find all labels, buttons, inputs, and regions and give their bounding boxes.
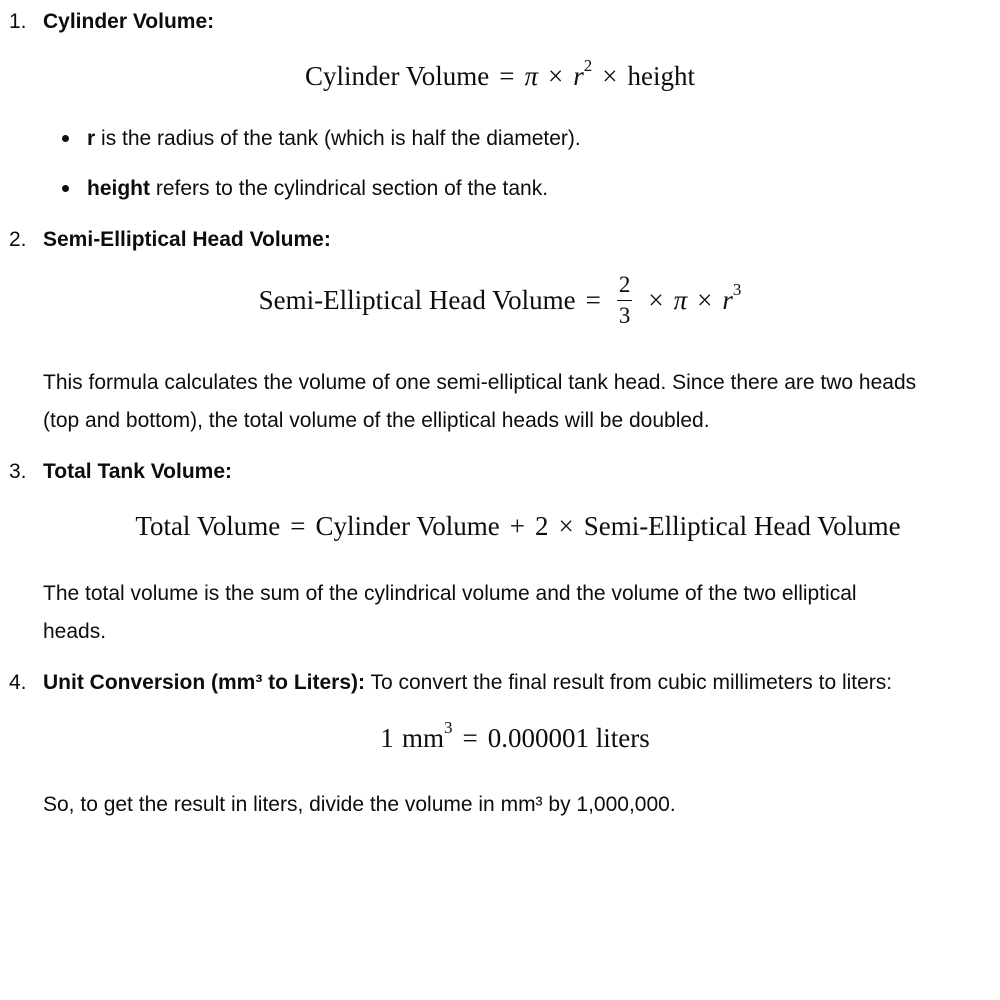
head-volume-term: Semi-Elliptical Head Volume [583,511,901,541]
radius-variable: r [573,61,584,91]
pi-symbol: π [524,61,539,91]
list-number-4: 4. [9,671,27,694]
paragraph-line: (top and bottom), the total volume of the elliptical heads will be doubled. [43,409,710,432]
times-sign: × [648,284,664,315]
list-number-2: 2. [9,228,27,251]
equals-sign: = [499,61,515,91]
paragraph-line: So, to get the result in liters, divide the volume in mm³ by 1,000,000. [43,793,676,816]
equals-sign: = [462,723,478,753]
formula-lhs: Semi-Elliptical Head Volume [258,284,576,315]
radius-variable: r [722,284,733,315]
formula-cylinder-volume [0,56,1000,91]
bullet-term: r [87,127,96,150]
cylinder-volume-term: Cylinder Volume [315,511,500,541]
bullet-text: is the radius of the tank (which is half the diameter). [95,127,581,150]
paragraph-line: The total volume is the sum of the cylindrical volume and the volume of the two elliptical [43,582,857,605]
unit-mm: mm [402,723,445,753]
height-term: height [627,61,695,91]
bullet-height [87,178,548,199]
heading-unit-conversion [43,672,892,693]
bullet-dot-icon [62,185,69,192]
equals-sign: = [585,284,601,315]
multiplier: 2 [534,511,549,541]
bullet-dot-icon [62,135,69,142]
heading-cylinder-volume: Cylinder Volume: [43,10,215,33]
exponent: 3 [444,718,453,737]
heading-trailing-text: To convert the final result from cubic millimeters to liters: [365,671,893,694]
times-sign: × [602,61,618,91]
rhs-value: 0.000001 liters [487,723,650,753]
exponent: 3 [732,279,742,299]
times-sign: × [548,61,564,91]
list-number-3: 3. [9,460,27,483]
fraction-numerator: 2 [618,272,631,297]
formula-lhs: Total Volume [135,511,281,541]
bullet-radius [87,128,581,149]
list-number-1: 1. [9,10,27,33]
pi-symbol: π [673,284,688,315]
fraction-denominator: 3 [618,303,631,329]
heading-semi-elliptical-head-volume: Semi-Elliptical Head Volume: [43,228,331,251]
paragraph-line: heads. [43,620,107,643]
formula-lhs: Cylinder Volume [304,61,490,91]
formula-unit-conversion [15,718,1000,753]
formula-total-volume [18,513,1000,540]
heading-total-tank-volume: Total Tank Volume: [43,460,233,483]
heading-title: Unit Conversion (mm³ to Liters): [43,671,366,694]
bullet-term: height [87,177,150,200]
formula-semi-elliptical-head-volume [0,272,1000,330]
equals-sign: = [290,511,306,541]
plus-sign: + [509,511,525,541]
exponent: 2 [583,56,593,75]
times-sign: × [697,284,713,315]
bullet-text: refers to the cylindrical section of the tank. [150,177,549,200]
fraction [617,273,633,328]
paragraph-line: This formula calculates the volume of one semi-elliptical tank head. Since there are two heads [43,371,917,394]
times-sign: × [558,511,574,541]
fraction-bar [617,300,633,301]
lhs-number: 1 [380,723,394,753]
